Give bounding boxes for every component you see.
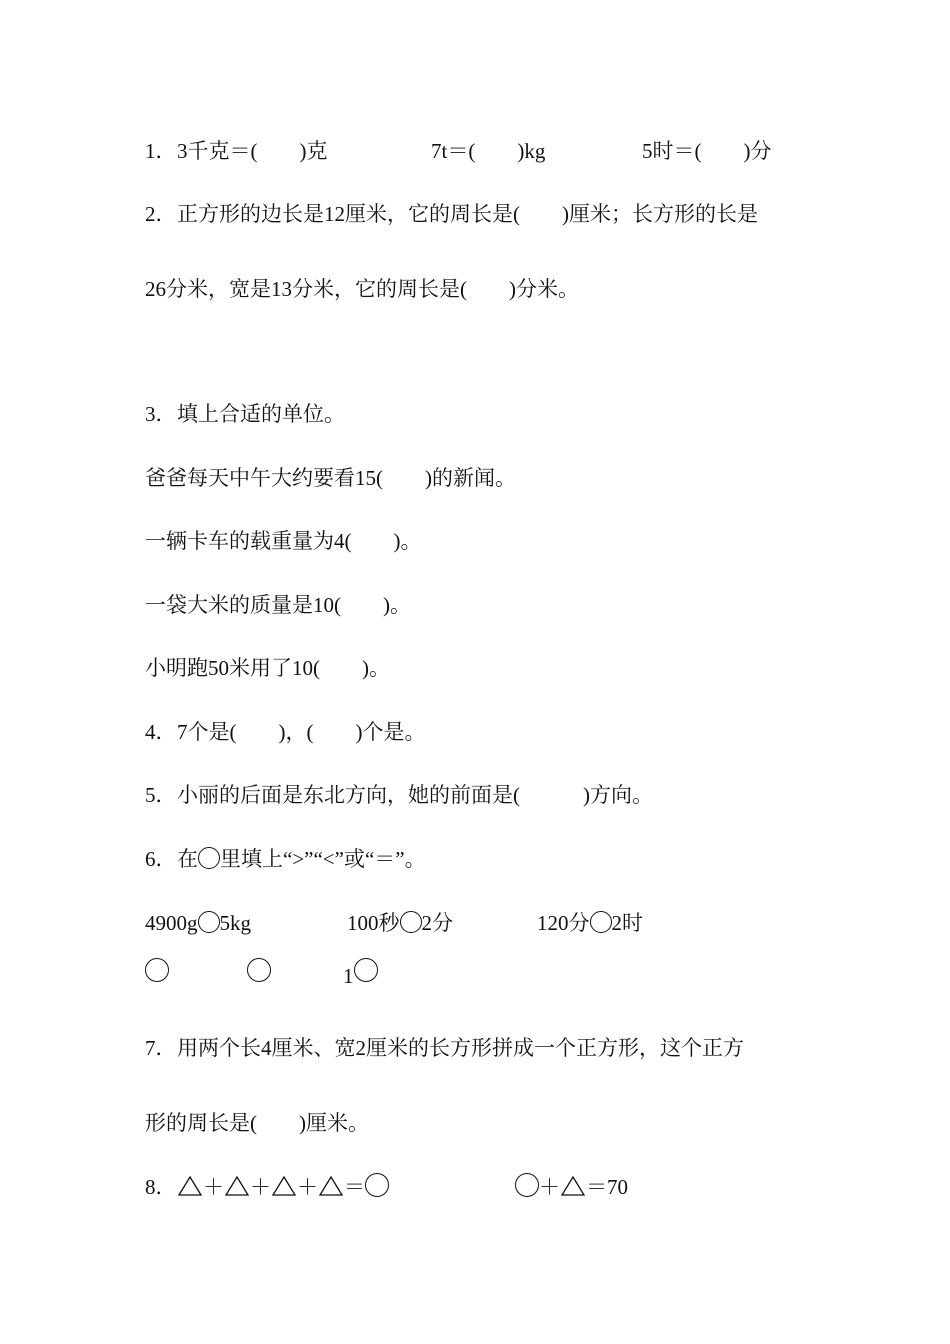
compare-circle-icon[interactable] — [590, 911, 612, 933]
equals-sign: ＝ — [586, 1175, 607, 1199]
compare-b-right: 2分 — [421, 911, 453, 935]
question-3-item-3: 一袋大米的质量是10( )。 — [145, 593, 411, 617]
question-2-line-2: 26分米，宽是13分米，它的周长是( )分米。 — [145, 277, 579, 301]
compare-a-left: 4900g — [145, 911, 198, 935]
compare-circle-icon[interactable] — [247, 958, 271, 986]
question-5-text: 小丽的后面是东北方向，她的前面是( )方向。 — [177, 783, 653, 807]
question-1-part-b: 7t＝( )kg — [431, 139, 546, 163]
equation-2-result: 70 — [607, 1175, 628, 1199]
compare-circle-icon[interactable] — [354, 958, 378, 982]
question-3-item-4: 小明跑50米用了10( )。 — [145, 656, 390, 680]
plus-sign: ＋ — [203, 1175, 224, 1199]
compare-circle-icon[interactable] — [400, 911, 422, 933]
triangle-icon — [318, 1175, 344, 1197]
plus-sign: ＋ — [297, 1175, 318, 1199]
question-6-number: 6． — [145, 847, 177, 871]
question-3-title: 填上合适的单位。 — [177, 402, 345, 426]
question-3-item-2: 一辆卡车的载重量为4( )。 — [145, 529, 422, 553]
question-4-number: 4． — [145, 720, 177, 744]
compare-b-left: 100秒 — [347, 911, 400, 935]
triangle-icon — [224, 1175, 250, 1197]
plus-sign: ＋ — [250, 1175, 271, 1199]
question-7-line-2: 形的周长是( )厘米。 — [145, 1111, 369, 1135]
compare-d — [343, 958, 378, 986]
compare-c-left: 120分 — [537, 911, 590, 935]
equals-sign: ＝ — [344, 1175, 365, 1199]
question-1-part-c: 5时＝( )分 — [642, 139, 772, 163]
question-3-number: 3． — [145, 402, 177, 426]
triangle-icon — [560, 1175, 586, 1197]
equation-1 — [177, 1173, 389, 1201]
compare-circle-icon[interactable] — [198, 911, 220, 933]
compare-c — [537, 909, 643, 937]
compare-a-right: 5kg — [219, 911, 251, 935]
compare-d-left: 1 — [343, 964, 354, 988]
plus-sign: ＋ — [539, 1175, 560, 1199]
question-6-instruction — [177, 845, 426, 873]
question-6-post: 里填上“>”“<”或“＝”。 — [220, 847, 426, 871]
question-7-line-1: 用两个长4厘米、宽2厘米的长方形拼成一个正方形，这个正方 — [177, 1036, 744, 1060]
circle-icon — [198, 847, 220, 869]
equation-2 — [515, 1173, 628, 1201]
compare-b — [347, 909, 453, 937]
circle-icon — [515, 1173, 539, 1197]
question-8-number: 8． — [145, 1175, 177, 1199]
question-6-pre: 在 — [177, 847, 198, 871]
compare-c-right: 2时 — [611, 911, 643, 935]
compare-circle-icon[interactable] — [145, 958, 169, 986]
compare-a — [145, 909, 251, 937]
question-3-item-1: 爸爸每天中午大约要看15( )的新闻。 — [145, 466, 516, 490]
question-2-line-1: 正方形的边长是12厘米，它的周长是( )厘米；长方形的长是 — [177, 202, 758, 226]
triangle-icon — [177, 1175, 203, 1197]
question-4-text: 7个是( )，( )个是。 — [177, 720, 426, 744]
question-2-number: 2． — [145, 202, 177, 226]
question-7-number: 7． — [145, 1036, 177, 1060]
question-1-part-a: 3千克＝( )克 — [177, 139, 328, 163]
triangle-icon — [271, 1175, 297, 1197]
circle-icon — [365, 1173, 389, 1197]
question-5-number: 5． — [145, 783, 177, 807]
question-1-number: 1． — [145, 139, 177, 163]
